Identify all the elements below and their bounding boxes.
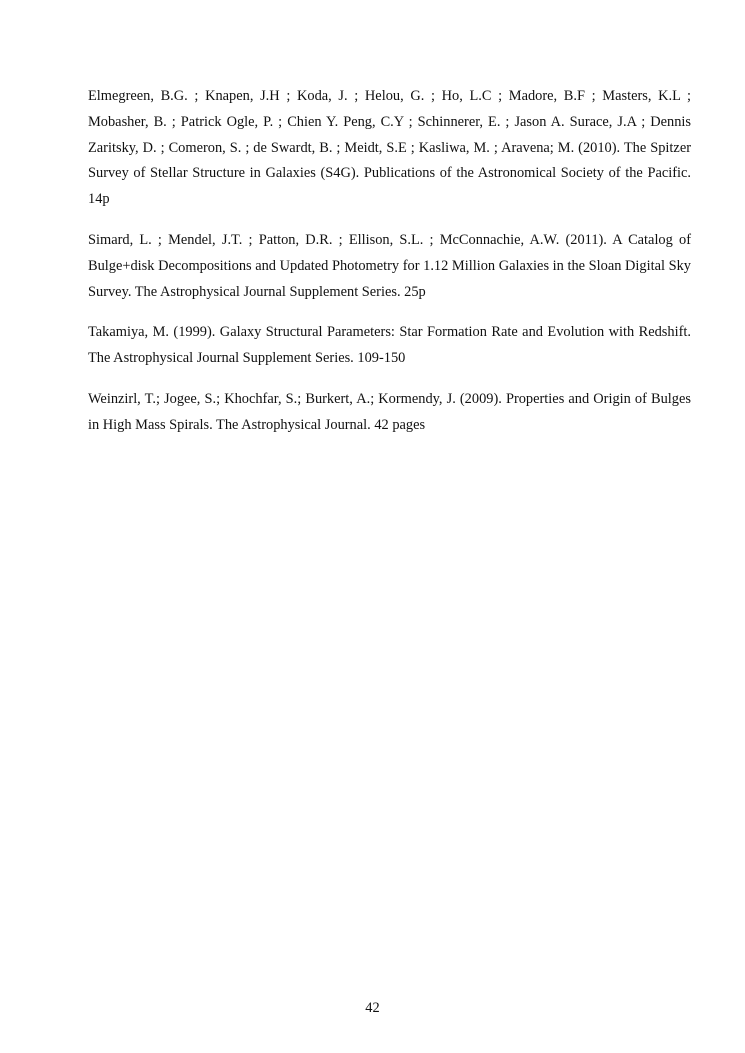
reference-entry-simard: Simard, L. ; Mendel, J.T. ; Patton, D.R. ; Ellison, S.L. ; McConnachie, A.W. (2011). A Catalog of Bulge+disk Decompositions and Updated Photometry for 1.12 Million Galaxies in the Sloan Digital Sky Survey. The Astrophysical Journal Supplement Series. 25p <box>88 231 691 300</box>
reference-entry-weinzirl: Weinzirl, T.; Jogee, S.; Khochfar, S.; Burkert, A.; Kormendy, J. (2009). Properties and Origin of Bulges in High Mass Spirals. The Astrophysical Journal. 42 pages <box>88 390 691 433</box>
reference-entry-elmegreen: Elmegreen, B.G. ; Knapen, J.H ; Koda, J. ; Helou, G. ; Ho, L.C ; Madore, B.F ; Masters, K.L ; Mobasher, B. ; Patrick Ogle, P. ; Chien Y. Peng, C.Y ; Schinnerer, E. ; Jason A. Surace, J.A ; Dennis Zaritsky, D. ; Comeron, S. ; de Swardt, B. ; Meidt, S.E ; Kasliwa, M. ; Aravena; M. (2010). The Spitzer Survey of Stellar Structure in Galaxies (S4G). Publications of the Astronomical Society of the Pacific. 14p <box>88 88 691 208</box>
page-number: 42 <box>365 1000 380 1016</box>
reference-entry-takamiya: Takamiya, M. (1999). Galaxy Structural Parameters: Star Formation Rate and Evolution with Redshift. The Astrophysical Journal Supplement Series. 109-150 <box>88 324 691 367</box>
reference-list <box>88 84 691 454</box>
